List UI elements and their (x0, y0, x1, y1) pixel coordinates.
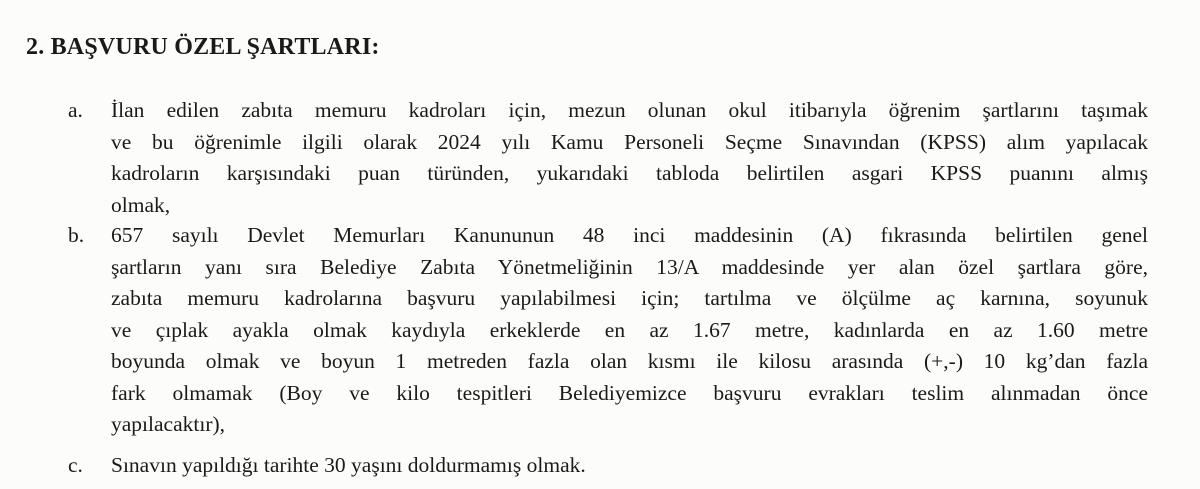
text-line: ve çıplak ayakla olmak kaydıyla erkeklerde en az 1.67 metre, kadınlarda en az 1.60 metre (111, 317, 1148, 342)
list-item-text (111, 220, 1148, 441)
text-line: şartların yanı sıra Belediye Zabıta Yönetmeliğinin 13/A maddesinde yer alan özel şartlara göre, (111, 254, 1148, 279)
list-item-text (111, 450, 1148, 482)
list-marker: b. (68, 223, 85, 247)
text-line: boyunda olmak ve boyun 1 metreden fazla olan kısmı ile kilosu arasında (+,-) 10 kg’dan fazla (111, 349, 1148, 373)
list-item-text (111, 95, 1148, 221)
text-line: kadroların karşısındaki puan türünden, yukarıdaki tabloda belirtilen asgari KPSS puanını almış (111, 161, 1148, 185)
text-line: olmak, (111, 192, 171, 217)
text-line: zabıta memuru kadrolarına başvuru yapılabilmesi için; tartılma ve ölçülme aç karnına, soyunuk (111, 286, 1148, 310)
text-line: ve bu öğrenimle ilgili olarak 2024 yılı Kamu Personeli Seçme Sınavından (KPSS) alım yapılacak (111, 129, 1148, 154)
list-marker: a. (68, 98, 83, 122)
text-line: 657 sayılı Devlet Memurları Kanununun 48 inci maddesinin (A) fıkrasında belirtilen genel (111, 223, 1148, 247)
text-line: yapılacaktır), (111, 412, 226, 436)
text-line: Sınavın yapıldığı tarihte 30 yaşını doldurmamış olmak. (111, 453, 586, 477)
text-line: fark olmamak (Boy ve kilo tespitleri Belediyemizce başvuru evrakları teslim alınmadan önce (111, 380, 1148, 405)
text-line: İlan edilen zabıta memuru kadroları için, mezun olunan okul itibarıyla öğrenim şartlarını taşımak (111, 98, 1148, 122)
section-heading: 2. BAŞVURU ÖZEL ŞARTLARI: (26, 34, 380, 60)
list-marker: c. (68, 453, 83, 477)
